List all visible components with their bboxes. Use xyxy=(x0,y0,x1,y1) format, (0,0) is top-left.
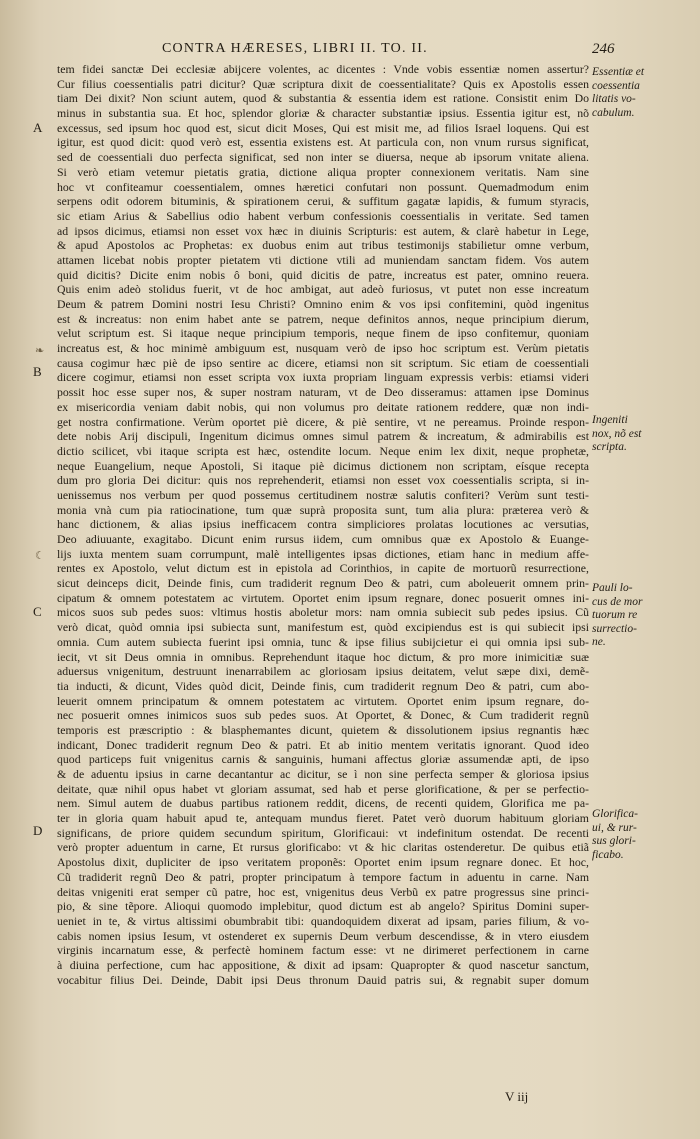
margin-note-line: ui, & rur- xyxy=(592,821,637,834)
text-line: sicut deinceps dicit, Deinde finis, cum tradiderit regnum Deo & patri, cum aboleuerit omnem prin- xyxy=(57,576,589,591)
text-line: aduersus vnigenitum, destruunt inenarrabilem ac gloriosam ipsius deitatem, velut sæpe dixi, demẽ- xyxy=(57,664,589,679)
text-line: get nostra confirmatione. Verùm oportet piè dicere, & piè sentire, vt ne pereamus. Proinde respon- xyxy=(57,414,589,429)
margin-note-ingeniti xyxy=(592,414,698,455)
text-line: pio, & sine tẽpore. Alioqui quomodo implebitur, quod dictum est ab angelo? Spiritus Domini super- xyxy=(57,899,589,914)
text-line: possit hoc esse super nos, & super nostram naturam, vt de Deo disseramus: attamen ipse Dominus xyxy=(57,385,589,400)
text-line: Deum & patrem Domini nostri Iesu Christi? Omnino enim & vos ipsi confitemini, quòd ingenitus xyxy=(57,297,589,311)
page-number: 246 xyxy=(592,41,615,57)
margin-note-line: ficabo. xyxy=(592,848,624,861)
text-line: significans, de priore quidem secundum spiritum, Glorificaui: vt indefinitum ostendat. De recenti xyxy=(57,825,589,840)
text-line: vocabitur filius Dei. Deinde, Dabit ipsi Deus thronum Dauid patris sui, & regnabit super domum xyxy=(57,972,589,987)
text-line: ueniet in te, & virtus altissimi obumbrabit tibi: quandoquidem dixerat ad ipsam, paries filium, & vo- xyxy=(57,913,589,928)
text-line: tem fidei sanctæ Dei ecclesiæ abijcere volentes, ac dicentes : Vnde vobis essentiæ nomen assertur? xyxy=(57,62,589,76)
text-line: nem. Simul autem de duabus partibus rationem reddit, dicens, de recenti quidem, Glorifica me pa- xyxy=(57,796,589,811)
margin-note-line: tuorum re xyxy=(592,609,638,621)
text-line: quod particeps fuit vnigenitus carnis & sanguinis, humani affectus gloriæ assumendæ apti, de ipso xyxy=(57,752,589,767)
margin-note-glorifica xyxy=(592,808,698,862)
running-head: CONTRA HÆRESES, LIBRI II. TO. II. xyxy=(162,41,428,56)
section-letter-d: D xyxy=(33,823,43,838)
margin-note-line: ne. xyxy=(592,636,606,648)
text-line: iecit, vt sit Deus omnia in omnibus. Reprehendunt itaque hoc dictum, & pro more inimicitiæ suæ xyxy=(57,649,589,664)
text-line: minus in substantia sua. Et hoc, splendor gloriæ & character substantiæ ipsius. Essentia igitur est, nõ xyxy=(57,106,589,121)
margin-note-line: cabulum. xyxy=(592,106,635,119)
text-line: Cur filius coessentialis patri dicitur? Quæ scriptura dixit de coessentialitate? Quis ex Apostolis essen xyxy=(57,76,589,91)
margin-note-pauli xyxy=(592,582,698,650)
text-line: attamen licebat nobis propter pietatem vti dictione vtili ad muniendam sanctam fidem. Vos autem xyxy=(57,252,589,267)
ornament-mark: ❧ xyxy=(35,345,45,357)
text-line: Apostolus dixit, dupliciter de ipso veritatem proponẽs: Oportet enim ipsum regnare donec. Et hoc, xyxy=(57,855,589,870)
margin-note-line: surrectio- xyxy=(592,622,637,635)
text-line: dictio scilicet, vbi itaque scripta est hæc, ostendite locum. Neque enim lex dixit, neque prophetæ, xyxy=(57,443,589,458)
text-line: ad ipsos dicimus, etiamsi non esset vox hæc in diuinis Scripturis: est autem, & clarè habetur in Lege, xyxy=(57,223,589,238)
text-line: ter in gloria quam habuit apud te, antequam mundus fieret. Patet verò duorum habituum gloriam xyxy=(57,811,589,826)
margin-note-line: coessentia xyxy=(592,79,640,92)
text-line: serpens odit odorem bituminis, & spirationem cerui, & suffitum gagatæ lapidis, & fumum styracis, xyxy=(57,194,589,209)
section-letter-a: A xyxy=(33,120,43,135)
text-line: causa cogimur hæc piè de ipso sentire ac dicere, etiamsi non sit scriptum. Sic etiam de coessentiali xyxy=(57,355,589,370)
text-line: indicant, Donec tradiderit regnum Deo & patri. Et ab initio mentem veritatis ignorant. Quod ideo xyxy=(57,737,589,752)
text-line: Deo adiuuante, exagitabo. Dicunt enim rursus iidem, cum omnibus quæ ex Apostolo & Euange- xyxy=(57,532,589,546)
signature-mark: V iij xyxy=(505,1089,529,1104)
text-line: hanc dictionem, & alias ipsius inefficacem contra simpliciores prolatas locutiones ac versutias, xyxy=(57,517,589,532)
text-line: Si verò etiam vetemur pietatis gratia, dictione aliqua propter connexionem veritatis. Nam sine xyxy=(57,164,589,179)
text-line: verò propter aduentum in carne, Et rursus glorificabo: vt & hic claritas ostenderetur. De quibus etiã xyxy=(57,840,589,855)
text-line: hoc vt confiteamur coessentialem, omnes hæretici confutari non possunt. Quemadmodum enim xyxy=(57,179,589,194)
margin-note-line: sus glori- xyxy=(592,835,636,847)
text-line: sic etiam Arius & Sabellius odio habent verbum confessionis coessentialis in veritate. Sed tamen xyxy=(57,208,589,223)
text-line: sed de coessentiali duo perfecta significat, sed non inter se diuersa, neque ab ipsorum vnitate aliena. xyxy=(57,150,589,165)
text-line: uenissemus nos verbum per quod possemus certitudinem nostræ salutis confiteri? Verùm sunt testi- xyxy=(57,487,589,502)
text-line: micos suos sub pedes suos: vltimus hostis aboletur mors: nam omnia subiecit sub pedes ipsius. Cũ xyxy=(57,605,589,620)
section-letter-b: B xyxy=(33,364,42,379)
margin-note-line: cus de mor xyxy=(592,595,643,608)
text-line: cabis nomen ipsius Iesum, vt ostenderet ex supernis Deum verbum descendisse, & in vtero eiusdem xyxy=(57,928,589,943)
text-line: excessus, sed ipsum hoc quod est, sicut dicit Moses, Qui est misit me, ad filios Israel loquens. Qui est xyxy=(57,120,589,135)
text-line: nec posuerit omnes inimicos suos sub pedes suos. At Oportet, & Donec, & Cum tradiderit regnũ xyxy=(57,708,589,723)
text-line: monia vnà cum pia ratiocinatione, tum quæ suprà proposita sunt, tum alia plura: præterea verò & xyxy=(57,502,589,517)
text-line: igitur, est quod dicit: quod verò est, essentia existens est. At particula con, non vnum rursus significat, xyxy=(57,135,589,150)
text-line: leuerit omnem principatum & omnem potestatem ac virtutem. Oportet enim ipsum regnare, do- xyxy=(57,693,589,708)
text-line: velut scriptum est. Si itaque neque principium temporis, neque finem de ipso confitemur, quoniam xyxy=(57,326,589,341)
margin-note-line: nox, nõ est xyxy=(592,427,642,440)
body-text xyxy=(57,62,589,987)
text-line: increatus est, & hoc minimè ambiguum est, nusquam verò de ipso hoc scriptum est. Verùm pietatis xyxy=(57,341,589,356)
text-line: deitate, quæ nihil opus habet vt gloriam assumat, sed hab et perse glorificatione, & per se perfectio- xyxy=(57,781,589,796)
margin-note-essentia xyxy=(592,66,698,120)
text-line: neque Euangelium, neque Apostoli, Si itaque piè dicimus dictionem non scriptam, eísque recepta xyxy=(57,458,589,473)
text-line: est & increatus: non enim habet ante se patrem, neque definitos annos, neque principium dierum, xyxy=(57,311,589,326)
margin-note-line: Ingeniti xyxy=(592,414,628,426)
ornament-mark: ☾ xyxy=(35,550,45,562)
text-line: cipatum & omnem potestatem ac virtutem. Oportet enim ipsum regnare, donec posuerit omnes ini- xyxy=(57,590,589,605)
text-line: & de aduentu ipsius in carne decantantur ac dicitur, se ì non sine perfecta semper & gloriosa ipsius xyxy=(57,767,589,781)
text-line: omnia. Cum autem subiecta fuerint ipsi omnia, tunc & ipse filius subijcietur ei qui omnia ipsi sub- xyxy=(57,634,589,649)
margin-note-line: scripta. xyxy=(592,441,627,453)
text-line: verò dicat, quòd omnia ipsi subiecta sunt, manifestum est, quòd excipiendus est is qui subiecit ipsi xyxy=(57,620,589,635)
text-line: dum pro gloria Dei dicitur: quis nos reprehenderit, etiamsi non esset vox coessentialis scripta, si in- xyxy=(57,473,589,488)
text-line: & apud Apostolos ac Prophetas: ex duobus enim aut tribus testimonijs stabilietur omne verbum, xyxy=(57,238,589,253)
margin-note-line: Essentiæ et xyxy=(592,66,645,78)
margin-note-line: litatis vo- xyxy=(592,93,636,105)
text-line: quid dicitis? Dicite enim nobis ô boni, quid dicitis de patre, increatus est pater, omnino reuera. xyxy=(57,267,589,282)
margin-note-line: Pauli lo- xyxy=(592,582,633,594)
text-line: Cũ tradiderit regnũ Deo & patri, propter principatum à tempore factum in aduentu in carne. Nam xyxy=(57,869,589,884)
text-line: tiam Dei dixit? Non sciunt autem, quod & substantia & essentia idem est ratione. Consistit enim Do xyxy=(57,91,589,106)
text-line: dicere cogimur, etiamsi non esset scripta vox iuxta propriam linguam expressis verbis: etiamsi videri xyxy=(57,370,589,385)
section-letter-c: C xyxy=(33,604,42,619)
text-line: tia inducti, & dicunt, Vides quòd dicit, Deinde finis, cum tradiderit regnum Deo & patri, cum abo- xyxy=(57,678,589,693)
text-line: rentes ex Apostolo, velut dictum est in epistola ad Corinthios, in capite de mortuorũ resurrectione, xyxy=(57,561,589,576)
text-line: virginis incarnatum esse, & perfectè hominem factum esse: vt ne dirimeret perfectionem in carne xyxy=(57,943,589,958)
text-line: ex misericordia veniam dabit nobis, qui non volumus pro deitate rationem reddere, quæ non indi- xyxy=(57,399,589,414)
text-line: à diuina perfectione, cum hac appositione, & dixit ad ipsam: Quapropter & quod nascetur sanctum, xyxy=(57,957,589,972)
text-line: Quis enim adeò stolidus fuerit, vt de hoc ambigat, aut adeò furiosus, vt putet non esse increatum xyxy=(57,282,589,297)
text-line: lijs iuxta mentem suam corrumpunt, malè intelligentes ipsas dictiones, etiam hanc in medium affe- xyxy=(57,546,589,561)
margin-note-line: Glorifica- xyxy=(592,808,638,820)
text-line: temporis est præscriptio : & blasphemantes dicunt, quietem & dissolutionem ipsius regnantis hæc xyxy=(57,722,589,737)
text-line: dete nobis Arij discipuli, Ingenitum dicimus omnes simul patrem & increatum, & admirabilis est xyxy=(57,429,589,444)
text-line: deitas vnigeniti erat semper cũ patre, hoc est, vnigenitus deus Verbũ ex patre progressus sine princi- xyxy=(57,884,589,899)
